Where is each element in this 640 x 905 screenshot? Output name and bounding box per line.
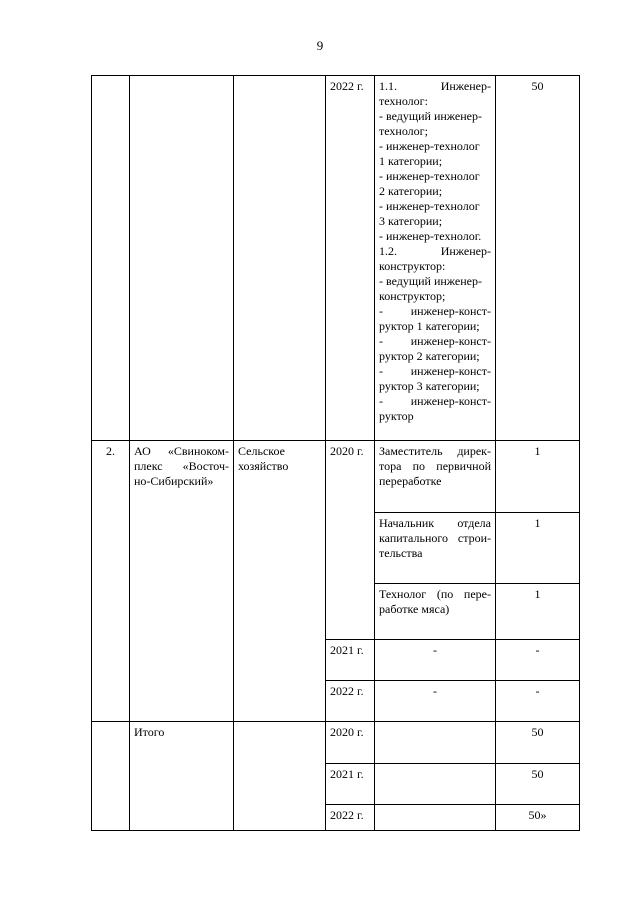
- page-number: 9: [316, 38, 324, 53]
- table-row: [92, 722, 580, 764]
- year-cell: 2020 г.: [326, 441, 375, 640]
- positions-cell: 1.1. Инженер- технолог: - ведущий инженер- технолог; - инженер-технолог 1 категории; - инженер-технолог 2 категории; - инженер-технолог 3 категории; - инженер-технолог. 1.2. Инженер- конструктор: - ведущий инженер- конструктор; - инженер-конст- руктор 1 категории; - инженер-конст- руктор 2 категории; - инженер-конст- руктор 3 категории; - инженер-конст- руктор: [375, 76, 496, 441]
- position-cell: [375, 805, 496, 831]
- position-cell: Технолог (по пере- работке мяса): [375, 584, 496, 640]
- table-row: [92, 76, 580, 441]
- position-cell: [375, 764, 496, 805]
- year-cell: 2022 г.: [326, 805, 375, 831]
- workforce-table: [91, 75, 580, 831]
- year-cell: 2022 г.: [326, 681, 375, 722]
- sector-cell: Сельское хозяйство: [234, 441, 326, 722]
- count-cell: 50: [496, 764, 580, 805]
- sector-cell: [234, 722, 326, 831]
- count-cell: 1: [496, 441, 580, 513]
- year-cell: 2021 г.: [326, 764, 375, 805]
- org-cell: АО «Свиноком- плекс «Восточ- но-Сибирский»: [130, 441, 234, 722]
- position-cell: Начальник отдела капитального строи- тельства: [375, 513, 496, 584]
- num-cell: 2.: [92, 441, 130, 722]
- position-cell: [375, 722, 496, 764]
- position-cell: -: [375, 681, 496, 722]
- year-cell: 2021 г.: [326, 640, 375, 681]
- total-label: Итого: [130, 722, 234, 831]
- position-cell: Заместитель дирек- тора по первичной переработке: [375, 441, 496, 513]
- count-cell: 1: [496, 584, 580, 640]
- count-cell: 50: [496, 76, 580, 441]
- year-cell: 2022 г.: [326, 76, 375, 441]
- count-cell: 50»: [496, 805, 580, 831]
- num-cell: [92, 76, 130, 441]
- num-cell: [92, 722, 130, 831]
- count-cell: -: [496, 681, 580, 722]
- count-cell: -: [496, 640, 580, 681]
- count-cell: 50: [496, 722, 580, 764]
- position-cell: -: [375, 640, 496, 681]
- year-cell: 2020 г.: [326, 722, 375, 764]
- org-cell: [130, 76, 234, 441]
- count-cell: 1: [496, 513, 580, 584]
- table-row: [92, 441, 580, 513]
- sector-cell: [234, 76, 326, 441]
